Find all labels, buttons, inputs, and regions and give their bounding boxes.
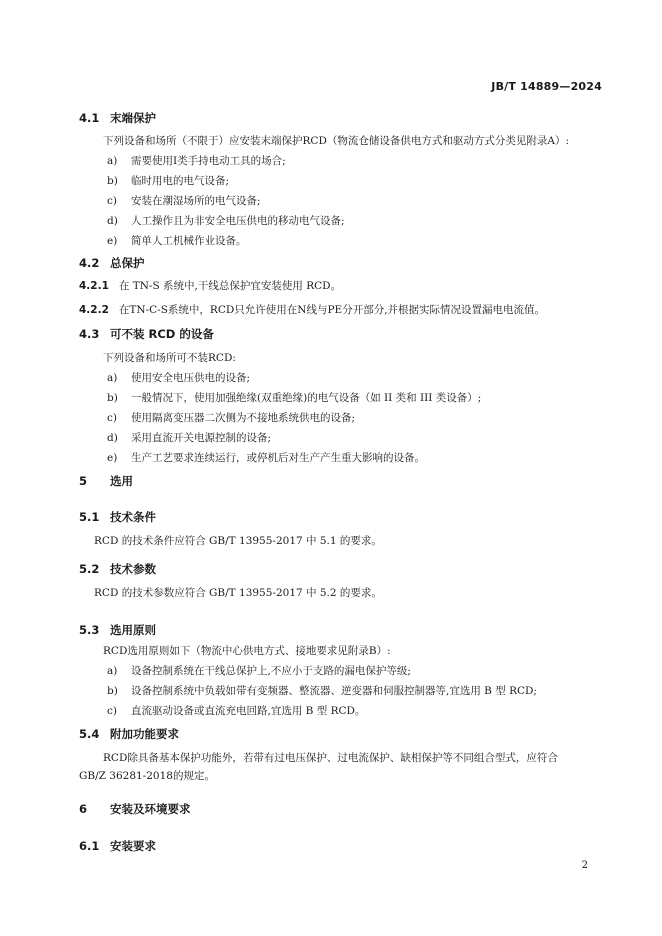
section-4-3-intro: 下列设备和场所可不装RCD: (103, 352, 236, 364)
section-title: 附加功能要求 (110, 727, 179, 741)
clause-4-2-1 (79, 278, 341, 293)
clause-number: 4.2.1 (79, 280, 109, 292)
section-number: 4.3 (79, 327, 100, 341)
section-4-3-heading (79, 326, 214, 342)
section-number: 6 (79, 802, 88, 816)
section-title: 选用 (110, 474, 133, 488)
list-item: c) 安装在潮湿场所的电气设备; (107, 195, 261, 207)
list-item: e) 生产工艺要求连续运行，或停机后对生产产生重大影响的设备。 (107, 452, 425, 464)
list-item: c) 使用隔离变压器二次侧为不接地系统供电的设备; (107, 412, 356, 424)
section-title: 总保护 (110, 256, 145, 270)
section-5-4-heading (79, 726, 179, 742)
section-5-1-text: RCD 的技术条件应符合 GB/T 13955-2017 中 5.1 的要求。 (94, 535, 382, 547)
section-6-1-heading (79, 838, 156, 854)
section-4-1-heading (79, 110, 156, 126)
section-5-1-heading (79, 509, 156, 525)
section-title: 技术条件 (110, 510, 156, 524)
section-6-heading (79, 801, 191, 817)
list-item: d) 人工操作且为非安全电压供电的移动电气设备; (107, 215, 345, 227)
page-header: JB/T 14889—2024 (491, 80, 602, 93)
section-number: 5 (79, 474, 88, 488)
section-title: 选用原则 (110, 623, 156, 637)
section-5-3-heading (79, 622, 156, 638)
section-title: 末端保护 (110, 111, 156, 125)
clause-number: 4.2.2 (79, 304, 109, 316)
clause-text: 在TN-C-S系统中，RCD只允许使用在N线与PE分开部分,并根据实际情况设置漏电电流值。 (118, 304, 546, 316)
section-5-4-line-1: RCD除具备基本保护功能外，若带有过电压保护、过电流保护、缺相保护等不同组合型式，应符合 (103, 752, 558, 764)
section-number: 5.4 (79, 727, 100, 741)
section-number: 5.2 (79, 562, 100, 576)
list-item: a) 设备控制系统在干线总保护上,不应小于支路的漏电保护等级; (107, 665, 411, 677)
list-item: e) 简单人工机械作业设备。 (107, 235, 247, 247)
section-number: 5.3 (79, 623, 100, 637)
section-number: 4.2 (79, 256, 100, 270)
section-5-4-line-2: GB/Z 36281-2018的规定。 (79, 770, 215, 782)
list-item: d) 采用直流开关电源控制的设备; (107, 432, 272, 444)
list-item: b) 设备控制系统中负载如带有变频器、整流器、逆变器和伺服控制器等,宜选用 B 型 RCD; (107, 685, 537, 697)
section-number: 4.1 (79, 111, 100, 125)
section-title: 安装要求 (110, 839, 156, 853)
list-item: b) 一般情况下，使用加强绝缘(双重绝缘)的电气设备（如 II 类和 III 类设备）; (107, 392, 482, 404)
list-item: a) 使用安全电压供电的设备; (107, 372, 251, 384)
section-title: 可不装 RCD 的设备 (110, 327, 214, 341)
section-title: 安装及环境要求 (110, 802, 191, 816)
section-5-3-intro: RCD选用原则如下（物流中心供电方式、接地要求见附录B）: (103, 645, 391, 657)
clause-text: 在 TN-S 系统中,干线总保护宜安装使用 RCD。 (118, 280, 342, 292)
list-item: a) 需要使用Ⅰ类手持电动工具的场合; (107, 155, 286, 167)
section-4-1-intro: 下列设备和场所（不限于）应安装末端保护RCD（物流仓储设备供电方式和驱动方式分类见附录A）: (103, 135, 569, 147)
clause-4-2-2 (79, 302, 545, 317)
list-item: c) 直流驱动设备或直流充电回路,宜选用 B 型 RCD。 (107, 705, 366, 717)
page-number: 2 (581, 860, 588, 871)
section-4-2-heading (79, 255, 145, 271)
section-5-2-text: RCD 的技术参数应符合 GB/T 13955-2017 中 5.2 的要求。 (94, 587, 382, 599)
list-item: b) 临时用电的电气设备; (107, 175, 230, 187)
section-title: 技术参数 (110, 562, 156, 576)
section-5-heading (79, 473, 133, 489)
section-5-2-heading (79, 561, 156, 577)
section-number: 5.1 (79, 510, 100, 524)
section-number: 6.1 (79, 839, 100, 853)
